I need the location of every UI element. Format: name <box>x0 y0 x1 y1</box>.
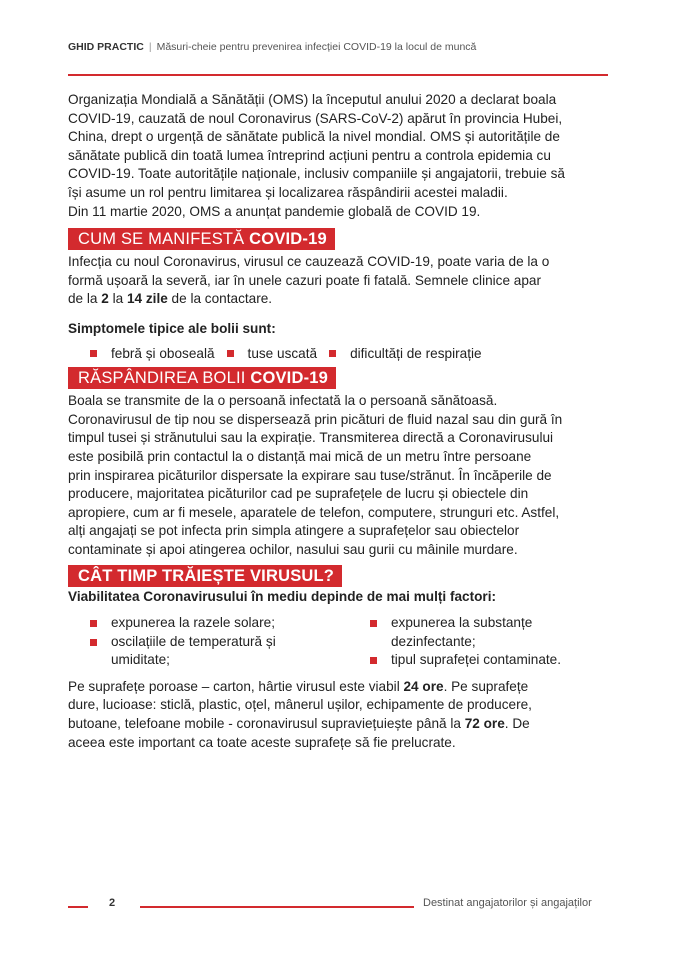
section-heading-manifestation-wrap <box>68 228 613 250</box>
section-heading-spread-wrap <box>68 367 613 389</box>
text-run: la <box>108 291 127 307</box>
list-item <box>90 633 370 670</box>
text-run: Pe suprafețe poroase – carton, hârtie virusul este viabil <box>68 678 404 694</box>
factors-title: Viabilitatea Coronavirusului în mediu depinde de mai mulți factori: <box>68 589 497 605</box>
factor-line: dezinfectante; <box>391 633 476 649</box>
heading-normal-text: RĂSPÂNDIREA BOLII <box>78 369 251 388</box>
text-run: de la contactare. <box>167 291 273 307</box>
intro-line: COVID-19. Toate autoritățile naționale, inclusiv companiile și angajatorii, trebuie să <box>68 166 565 182</box>
factors-column-left <box>90 614 370 670</box>
text-run: butoane, telefoane mobile - coronavirusul supraviețuiește până la <box>68 716 465 732</box>
text-run: . De <box>504 716 530 732</box>
bullet-square-icon <box>90 639 97 646</box>
intro-line: COVID-19, cauzată de noul Coronavirus (SARS-CoV-2) apărut în provincia Hubei, <box>68 110 563 126</box>
symptom-label: febră și oboseală <box>111 345 215 361</box>
intro-line: își asume un rol pentru limitarea și localizarea răspândirii acestei maladii. <box>68 184 508 200</box>
intro-paragraph <box>68 91 613 221</box>
heading-bold-text: COVID-19 <box>249 230 327 249</box>
symptom-label: dificultăți de respirație <box>350 345 482 361</box>
header-divider <box>68 74 608 76</box>
survival-paragraph <box>68 678 613 752</box>
page-header <box>68 41 476 53</box>
header-subtitle: Măsuri-cheie pentru prevenirea infecției COVID-19 la locul de muncă <box>156 41 477 53</box>
paragraph-line: Boala se transmite de la o persoană infectată la o persoană sănătoasă. <box>68 393 498 409</box>
paragraph-line: prin inspirarea picăturilor dispersate la expirare sau tuse/strănut. În încăperile de <box>68 467 552 483</box>
bullet-square-icon <box>90 350 97 357</box>
text-run: . Pe suprafețe <box>443 678 529 694</box>
page-content <box>68 91 613 752</box>
intro-line: China, drept o urgență de sănătate publică la nivel mondial. OMS și autoritățile de <box>68 129 560 145</box>
factor-line: oscilațiile de temperatură și <box>111 633 276 649</box>
paragraph-line: apropiere, cum ar fi mesele, aparatele de telefon, computere, strunguri etc. Astfel, <box>68 504 560 520</box>
hard-surface-duration: 72 ore <box>464 716 505 732</box>
spread-paragraph <box>68 392 613 559</box>
paragraph-line: timpul tusei și strănutului sau la expirație. Transmiterea directă a Coronavirusului <box>68 430 554 446</box>
list-item <box>370 651 610 670</box>
factors-column-right <box>370 614 610 670</box>
bullet-square-icon <box>90 620 97 627</box>
paragraph-line: contaminate și apoi atingerea ochilor, nasului sau gurii cu mâinile murdare. <box>68 541 518 557</box>
bullet-square-icon <box>370 657 377 664</box>
factors-list <box>68 614 613 670</box>
header-separator: | <box>148 41 152 53</box>
factor-label: tipul suprafeței contaminate. <box>391 652 562 668</box>
paragraph-line: alți angajați se pot infecta prin simpla atingere a suprafețelor sau obiectelor <box>68 523 520 539</box>
bullet-square-icon <box>227 350 234 357</box>
paragraph-line: dure, lucioase: sticlă, plastic, oțel, mânerul ușilor, echipamente de producere, <box>68 697 532 713</box>
footer-divider <box>140 906 414 908</box>
list-item <box>227 345 318 364</box>
factor-label <box>391 614 532 651</box>
section-heading-survival-wrap <box>68 565 613 587</box>
factor-label: expunerea la razele solare; <box>111 615 275 631</box>
section-heading-survival: CÂT TIMP TRĂIEȘTE VIRUSUL? <box>68 565 342 587</box>
intro-line: sănătate publică din toată lumea întreprind acțiuni pentru a controla epidemia cu <box>68 147 551 163</box>
paragraph-line <box>68 290 613 309</box>
symptom-label: tuse uscată <box>247 345 318 361</box>
bullet-square-icon <box>329 350 336 357</box>
footer-dash <box>68 906 88 908</box>
paragraph-line: este posibilă prin contactul la o distanță mai mică de un metru între persoane <box>68 448 532 464</box>
factor-line: expunerea la substanțe <box>391 615 533 631</box>
paragraph-line <box>68 715 613 734</box>
paragraph-line: Coronavirusul de tip nou se dispersează prin picături de fluid nazal sau din gură în <box>68 411 563 427</box>
porous-duration: 24 ore <box>403 678 444 694</box>
list-item <box>329 345 481 364</box>
factor-label <box>111 633 276 670</box>
incubation-min: 2 <box>101 291 109 307</box>
header-title: GHID PRACTIC <box>68 41 144 53</box>
list-item <box>90 614 370 633</box>
intro-line: Organizația Mondială a Sănătății (OMS) la începutul anului 2020 a declarat boala <box>68 92 557 107</box>
paragraph-line: aceea este important ca toate aceste suprafețe să fie prelucrate. <box>68 734 456 750</box>
intro-line: Din 11 martie 2020, OMS a anunțat pandemie globală de COVID 19. <box>68 203 481 219</box>
footer-text: Destinat angajatorilor și angajaților <box>423 897 592 909</box>
manifestation-paragraph <box>68 253 613 309</box>
paragraph-line: Infecția cu noul Coronavirus, virusul ce cauzează COVID-19, poate varia de la o <box>68 254 550 270</box>
section-heading-spread <box>68 367 336 389</box>
list-item <box>90 345 215 364</box>
text-run: de la <box>68 291 102 307</box>
incubation-max: 14 zile <box>126 291 168 307</box>
symptoms-list <box>68 345 613 364</box>
section-heading-manifestation <box>68 228 335 250</box>
factor-line: umiditate; <box>111 652 170 668</box>
heading-bold-text: COVID-19 <box>250 369 329 388</box>
heading-normal-text: CUM SE MANIFESTĂ <box>78 230 250 249</box>
bullet-square-icon <box>370 620 377 627</box>
paragraph-line: formă ușoară la severă, iar în unele cazuri poate fi fatală. Semnele clinice apar <box>68 272 542 288</box>
paragraph-line <box>68 678 613 697</box>
paragraph-line: producere, majoritatea picăturilor cad pe suprafețele de lucru și obiectele din <box>68 486 529 502</box>
list-item <box>370 614 610 651</box>
symptoms-title: Simptomele tipice ale bolii sunt: <box>68 320 276 336</box>
page-number: 2 <box>109 897 116 909</box>
